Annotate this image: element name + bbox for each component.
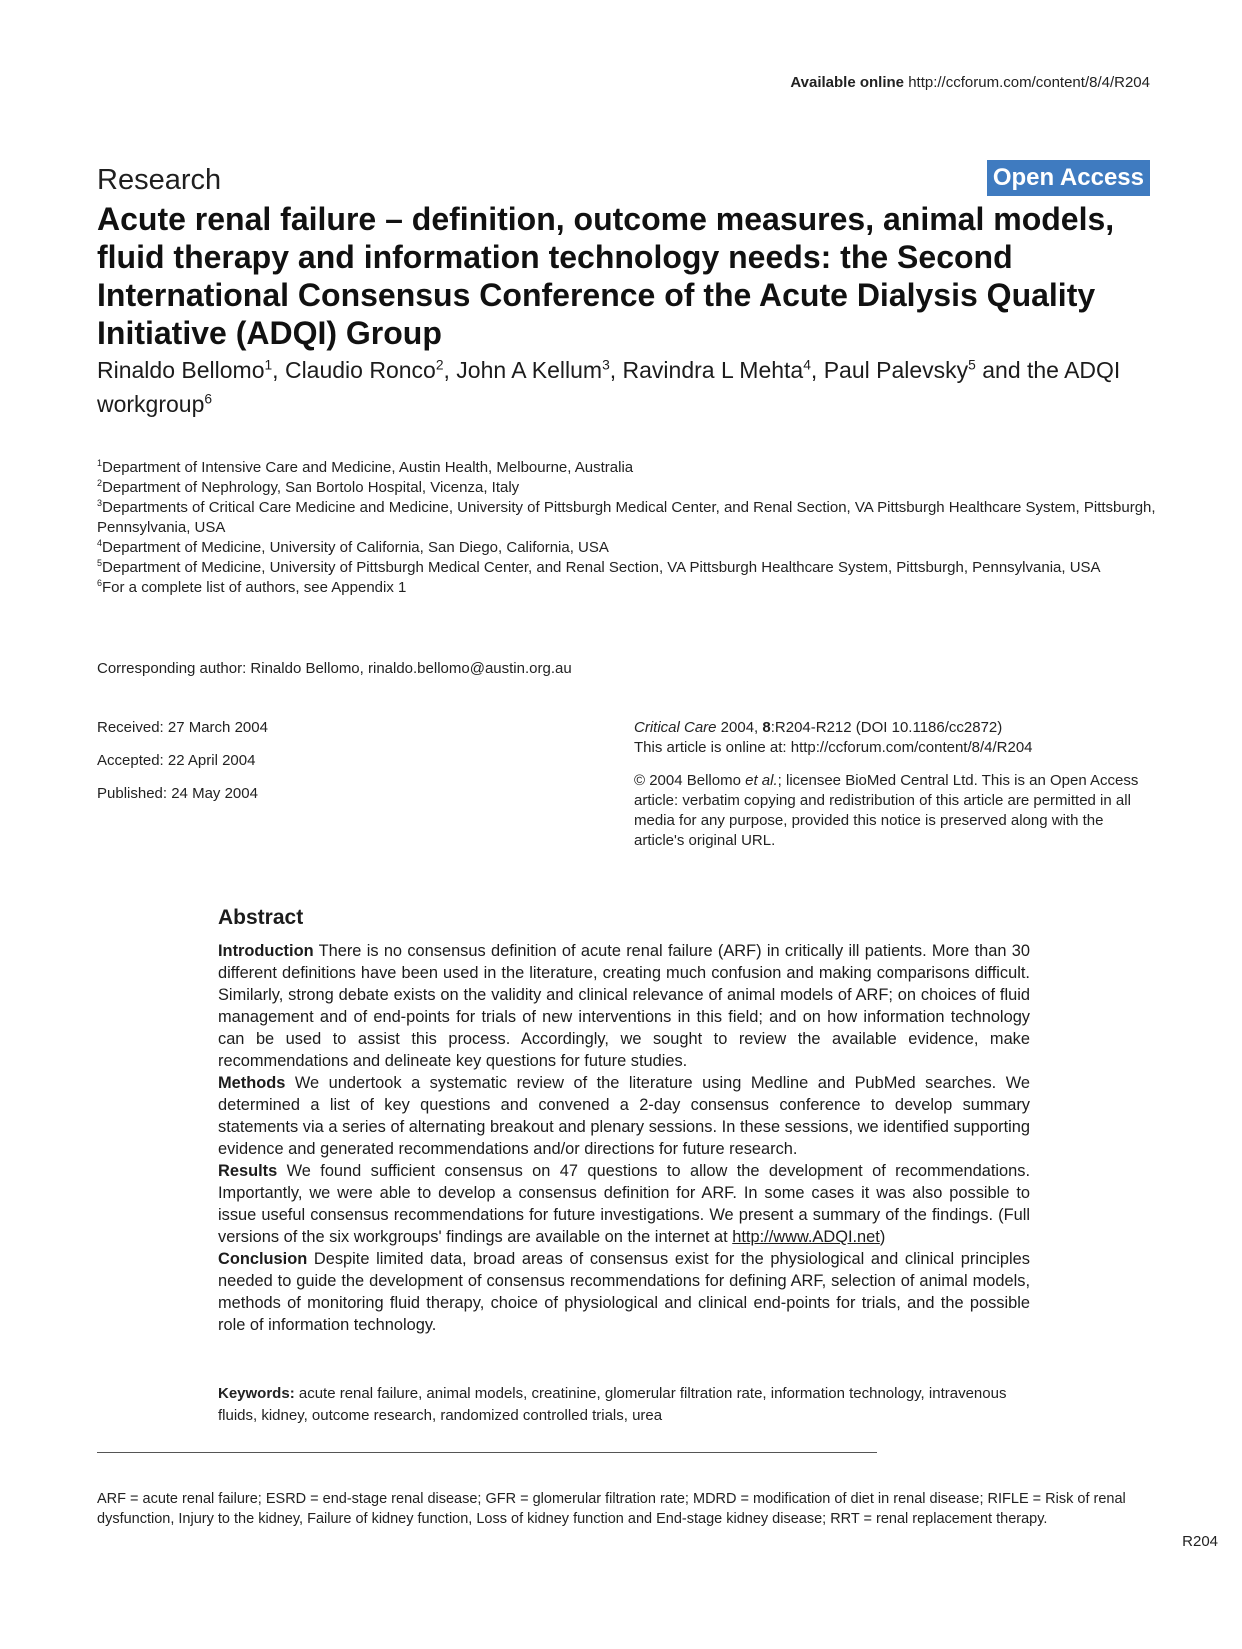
affiliation-number: 1 (97, 458, 103, 468)
author-separator: , (810, 357, 824, 383)
affiliation-number: 6 (97, 578, 103, 588)
affiliation-item (97, 478, 1157, 498)
abstract-introduction (218, 940, 1030, 1072)
published-date: Published: 24 May 2004 (97, 785, 258, 802)
author-name: Ravindra L Mehta (622, 357, 804, 383)
affiliation-text: Department of Medicine, University of California, San Diego, California, USA (102, 539, 609, 556)
author-affiliation-marker: 3 (602, 357, 610, 373)
citation-pages-doi: :R204-R212 (DOI 10.1186/cc2872) (770, 719, 1003, 736)
accepted-date: Accepted: 22 April 2004 (97, 752, 256, 769)
author-name: Paul Palevsky (823, 357, 969, 383)
author-separator: , (272, 357, 285, 383)
affiliation-text: Department of Intensive Care and Medicine, Austin Health, Melbourne, Australia (102, 459, 634, 476)
header-availability (790, 74, 1150, 91)
citation-line (634, 718, 1154, 738)
affiliation-number: 3 (97, 498, 103, 508)
copyright-etal: et al. (745, 772, 778, 789)
affiliation-item (97, 498, 1157, 538)
affiliation-text: Department of Nephrology, San Bortolo Hospital, Vicenza, Italy (102, 479, 520, 496)
affiliation-item (97, 538, 1157, 558)
results-text: We found sufficient consensus on 47 questions to allow the development of recommendations. Importantly, we were able to develop a consensus definition for ARF. In some cases it was also possible to issue useful consensus recommendations for future investigations. We present a summary of the findings. (Full versions of the six workgroups' findings are available on the internet at (218, 1162, 1030, 1246)
page-number: R204 (1182, 1533, 1218, 1550)
affiliations (97, 458, 1157, 598)
author-name: ADQI workgroup (97, 357, 1121, 417)
open-access-badge: Open Access (987, 160, 1150, 196)
abstract-results (218, 1160, 1030, 1248)
author-name: Rinaldo Bellomo (97, 357, 265, 383)
author-separator: and the (975, 357, 1065, 383)
affiliation-item (97, 558, 1157, 578)
copyright-notice (634, 771, 1154, 851)
methods-label: Methods (218, 1074, 286, 1092)
results-end: ) (879, 1228, 886, 1246)
article-url-link[interactable]: http://ccforum.com/content/8/4/R204 (908, 74, 1150, 91)
journal-name: Critical Care (634, 719, 717, 736)
conclusion-label: Conclusion (218, 1250, 308, 1268)
author-affiliation-marker: 5 (968, 357, 976, 373)
abstract-section (218, 906, 1030, 1336)
author-affiliation-marker: 6 (204, 391, 213, 407)
affiliation-item (97, 458, 1157, 478)
online-url-line: This article is online at: http://ccforum.com/content/8/4/R204 (634, 739, 1033, 756)
copyright-prefix: © 2004 Bellomo (634, 772, 746, 789)
citation-volume: 8 (762, 719, 771, 736)
adqi-link[interactable]: http://www.ADQI.net (732, 1228, 880, 1246)
author-separator: , (609, 357, 623, 383)
conclusion-text: Despite limited data, broad areas of consensus exist for the physiological and clinical principles needed to guide the development of consensus recommendations for defining ARF, selection of animal models, methods of monitoring fluid therapy, choice of physiological and clinical end-points for trials, and the possible role of information technology. (218, 1250, 1030, 1334)
keywords (218, 1383, 1030, 1427)
affiliation-text: Department of Medicine, University of Pittsburgh Medical Center, and Renal Section, VA Pittsburgh Healthcare System, Pittsburgh, Pennsylvania, USA (102, 559, 1101, 576)
article-title: Acute renal failure – definition, outcome measures, animal models, fluid therapy and information technology needs: the Second International Consensus Conference of the Acute Dialysis Quality Initiative (ADQI) Group (97, 201, 1115, 351)
corresponding-author: Corresponding author: Rinaldo Bellomo, rinaldo.bellomo@austin.org.au (97, 660, 572, 677)
affiliation-item (97, 578, 1157, 598)
abstract-methods (218, 1072, 1030, 1160)
available-label: Available online (790, 74, 905, 91)
introduction-text: There is no consensus definition of acute renal failure (ARF) in critically ill patients. More than 30 different definitions have been used in the literature, creating much confusion and making comparisons difficult. Similarly, strong debate exists on the validity and clinical relevance of animal models of ARF; on choices of fluid management and of end-points for trials of new interventions in this field; and on how information technology can be used to assist this process. Accordingly, we sought to review the available evidence, make recommendations and delineate key questions for future studies. (218, 942, 1030, 1070)
affiliation-number: 5 (97, 558, 103, 568)
section-label: Research (97, 164, 222, 196)
affiliation-number: 4 (97, 538, 103, 548)
author-name: Claudio Ronco (284, 357, 436, 383)
abstract-conclusion (218, 1248, 1030, 1336)
keywords-label: Keywords: (218, 1385, 295, 1402)
affiliation-text: Departments of Critical Care Medicine and Medicine, University of Pittsburgh Medical Center, and Renal Section, VA Pittsburgh Healthcare System, Pittsburgh, Pennsylvania, USA (97, 499, 1156, 536)
author-affiliation-marker: 2 (435, 357, 444, 373)
author-affiliation-marker: 4 (803, 357, 811, 373)
introduction-label: Introduction (218, 942, 314, 960)
affiliation-number: 2 (97, 478, 103, 488)
received-date: Received: 27 March 2004 (97, 719, 268, 736)
copyright-body: ; licensee BioMed Central Ltd. This is an Open Access article: verbatim copying and redistribution of this article are permitted in all media for any purpose, provided this notice is preserved along with the article's original URL. (634, 772, 1139, 849)
citation-block (634, 718, 1154, 851)
citation-year: 2004, (716, 719, 763, 736)
author-list (97, 353, 1157, 421)
abbreviations-footnote: ARF = acute renal failure; ESRD = end-stage renal disease; GFR = glomerular filtration rate; MDRD = modification of diet in renal disease; RIFLE = Risk of renal dysfunction, Injury to the kidney, Failure of kidney function, Loss of kidney function and End-stage kidney disease; RRT = renal replacement therapy. (97, 1491, 1126, 1527)
results-label: Results (218, 1162, 278, 1180)
author-name: John A Kellum (456, 357, 603, 383)
abstract-heading: Abstract (218, 906, 304, 929)
publication-dates (97, 718, 268, 817)
author-affiliation-marker: 1 (264, 357, 273, 373)
author-separator: , (443, 357, 457, 383)
methods-text: We undertook a systematic review of the literature using Medline and PubMed searches. We determined a list of key questions and convened a 2-day consensus conference to develop summary statements via a series of alternating breakout and plenary sessions. In these sessions, we identified supporting evidence and generated recommendations and/or directions for future research. (218, 1074, 1030, 1158)
affiliation-text: For a complete list of authors, see Appendix 1 (102, 579, 407, 596)
footnote-divider (97, 1452, 877, 1453)
keywords-text: acute renal failure, animal models, creatinine, glomerular filtration rate, information technology, intravenous fluids, kidney, outcome research, randomized controlled trials, urea (218, 1385, 1007, 1424)
